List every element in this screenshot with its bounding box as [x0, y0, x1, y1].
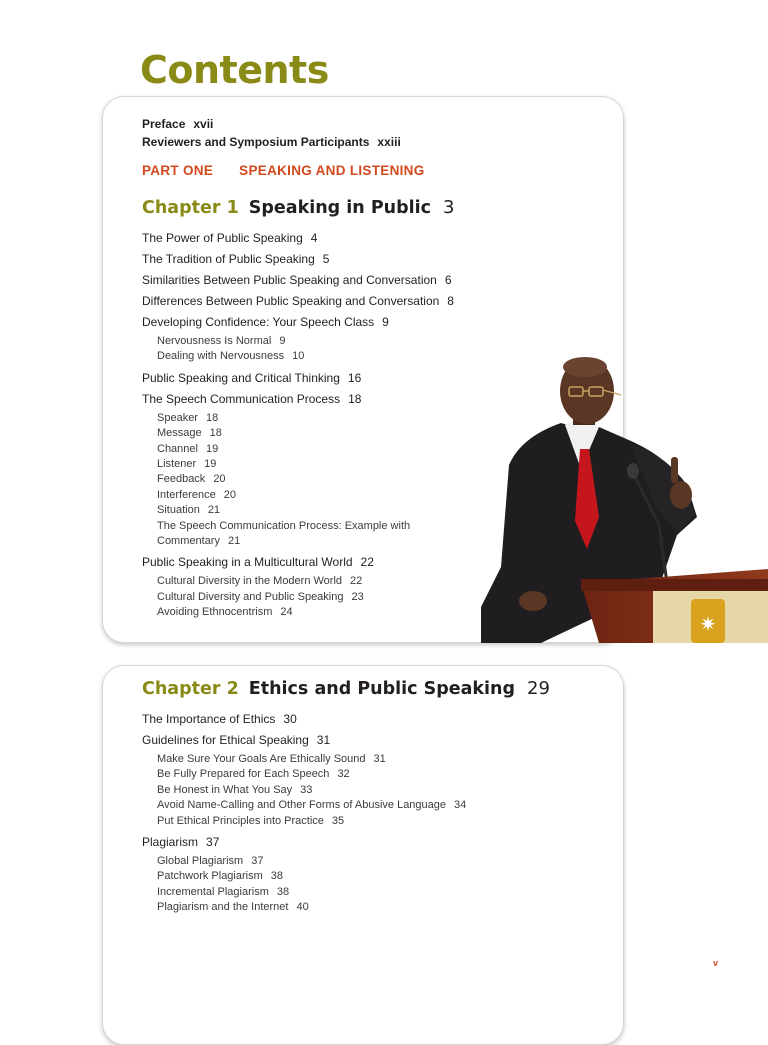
toc-section-title: Public Speaking in a Multicultural World — [142, 555, 353, 570]
toc-subsection-page: 34 — [454, 799, 467, 812]
toc-section-title: Similarities Between Public Speaking and Conversation — [142, 273, 437, 287]
toc-subsection — [142, 798, 502, 813]
toc-subsection-page: 24 — [280, 606, 293, 619]
toc-section — [142, 711, 502, 727]
toc-subsection — [142, 767, 502, 782]
front-matter-label: Preface — [142, 117, 186, 131]
toc-subsection-title: Speaker — [157, 411, 198, 424]
chapter-toc — [142, 711, 502, 921]
toc-subsection — [142, 349, 502, 364]
toc-subsection — [142, 590, 502, 605]
toc-subsection — [142, 814, 502, 829]
toc-subsection — [142, 472, 502, 487]
toc-subsection-page: 10 — [292, 350, 305, 363]
toc-section-title: The Tradition of Public Speaking — [142, 252, 315, 266]
chapter-label: Chapter 1 — [142, 198, 239, 218]
toc-subsection — [142, 783, 502, 798]
toc-subsection — [142, 574, 502, 589]
toc-subsection-page: 21 — [227, 535, 241, 548]
chapter-title: Speaking in Public — [248, 198, 432, 218]
toc-card-chapter-2 — [102, 665, 624, 1045]
toc-section — [142, 834, 502, 850]
toc-subsection-page: 20 — [213, 473, 226, 486]
toc-subsection — [142, 503, 502, 518]
toc-subsection-page: 22 — [350, 575, 363, 588]
part-label: PART ONE — [142, 163, 214, 178]
toc-subsection-page: 38 — [270, 870, 284, 883]
toc-subsection-page: 18 — [209, 427, 222, 440]
toc-subsection — [142, 534, 502, 549]
toc-subsection-title: Nervousness Is Normal — [157, 335, 272, 347]
toc-subsection-page: 33 — [300, 783, 313, 796]
toc-section-title: Public Speaking and Critical Thinking — [142, 370, 340, 385]
toc-subsection-title: Listener — [157, 458, 197, 471]
toc-subsection-page: 20 — [223, 488, 236, 501]
toc-section-title: Differences Between Public Speaking and Conversation — [142, 294, 440, 308]
toc-subsection-title: Channel — [157, 442, 198, 455]
toc-subsection-title: The Speech Communication Process: Example with — [157, 519, 411, 532]
toc-subsection — [142, 426, 502, 441]
toc-subsection — [142, 334, 502, 349]
toc-section-page: 16 — [347, 370, 362, 385]
toc-subsection-title: Put Ethical Principles into Practice — [157, 814, 324, 827]
chapter-heading — [142, 678, 550, 699]
toc-subsection — [142, 605, 502, 620]
toc-subsection-title: Dealing with Nervousness — [157, 350, 285, 363]
toc-section-page: 6 — [444, 273, 452, 287]
toc-subsection-title: Interference — [157, 488, 216, 501]
toc-section-page: 31 — [316, 733, 331, 747]
toc-subsection — [142, 869, 502, 884]
toc-section — [142, 314, 502, 330]
toc-section — [142, 230, 502, 246]
toc-subsection-title: Make Sure Your Goals Are Ethically Sound — [157, 753, 366, 765]
toc-section-page: 5 — [322, 252, 330, 266]
toc-section — [142, 272, 502, 288]
toc-subsection-title: Situation — [157, 504, 200, 517]
front-matter-list — [142, 115, 401, 151]
part-heading — [142, 163, 425, 178]
chapter-title: Ethics and Public Speaking — [248, 679, 516, 699]
chapter-label: Chapter 2 — [142, 679, 239, 699]
front-matter-label: Reviewers and Symposium Participants — [142, 135, 370, 149]
toc-section-page: 37 — [206, 835, 220, 850]
front-matter-item — [142, 115, 401, 133]
toc-section — [142, 554, 502, 570]
toc-subsection-title: Patchwork Plagiarism — [157, 870, 263, 883]
toc-subsection-page: 31 — [373, 753, 386, 765]
toc-section-title: Guidelines for Ethical Speaking — [142, 733, 309, 747]
svg-text:✷: ✷ — [699, 612, 717, 636]
toc-subsection-list — [142, 752, 502, 829]
toc-section-title: The Speech Communication Process — [142, 391, 341, 406]
toc-section — [142, 391, 502, 407]
toc-subsection-title: Avoiding Ethnocentrism — [157, 606, 273, 619]
toc-subsection-title: Commentary — [157, 535, 220, 548]
toc-subsection-page: 19 — [204, 458, 217, 471]
toc-subsection — [142, 411, 502, 426]
toc-subsection-page: 21 — [207, 504, 221, 517]
toc-subsection-page: 32 — [337, 768, 350, 781]
front-matter-page: xvii — [193, 117, 214, 131]
toc-subsection-page: 37 — [251, 855, 264, 868]
toc-subsection-title: Global Plagiarism — [157, 855, 244, 868]
toc-subsection-list — [142, 411, 502, 550]
toc-subsection-page: 9 — [279, 335, 286, 347]
part-title: SPEAKING AND LISTENING — [239, 163, 425, 178]
toc-subsection-list — [142, 854, 502, 916]
toc-subsection — [142, 885, 502, 900]
chapter-page: 29 — [527, 678, 550, 699]
toc-section — [142, 293, 502, 309]
toc-section-title: The Importance of Ethics — [142, 712, 276, 726]
toc-subsection-title: Be Honest in What You Say — [157, 783, 293, 796]
toc-subsection — [142, 752, 502, 767]
page-title: Contents — [140, 48, 329, 92]
toc-section — [142, 732, 502, 748]
toc-section-page: 22 — [360, 555, 374, 570]
toc-subsection-title: Message — [157, 427, 202, 440]
toc-subsection-title: Be Fully Prepared for Each Speech — [157, 768, 330, 781]
toc-subsection — [142, 519, 502, 534]
toc-subsection-page: 19 — [205, 442, 219, 455]
toc-subsection-list — [142, 574, 502, 620]
toc-subsection-title: Cultural Diversity in the Modern World — [157, 575, 343, 588]
toc-section-title: Developing Confidence: Your Speech Class — [142, 315, 375, 329]
toc-subsection-title: Plagiarism and the Internet — [157, 901, 289, 914]
toc-subsection-page: 35 — [331, 814, 345, 827]
toc-section-page: 18 — [348, 391, 362, 406]
toc-section — [142, 251, 502, 267]
toc-section-page: 8 — [447, 294, 454, 308]
toc-subsection-page: 40 — [296, 901, 309, 914]
chapter-page: 3 — [443, 197, 455, 218]
front-matter-page: xxiii — [377, 135, 401, 149]
chapter-heading — [142, 197, 455, 218]
toc-section-title: The Power of Public Speaking — [142, 231, 303, 245]
toc-section — [142, 370, 502, 386]
toc-subsection-title: Feedback — [157, 473, 206, 486]
toc-section-page: 9 — [382, 315, 389, 329]
speaker-photo — [481, 357, 768, 643]
front-matter-item — [142, 133, 401, 151]
toc-subsection — [142, 488, 502, 503]
toc-subsection — [142, 900, 502, 915]
chapter-toc — [142, 230, 502, 626]
toc-subsection-title: Incremental Plagiarism — [157, 885, 269, 898]
toc-subsection — [142, 442, 502, 457]
toc-subsection — [142, 457, 502, 472]
toc-subsection — [142, 854, 502, 869]
page-number: v — [713, 958, 719, 968]
toc-subsection-page: 18 — [205, 411, 219, 424]
toc-subsection-list — [142, 334, 502, 365]
toc-subsection-title: Avoid Name-Calling and Other Forms of Abusive Language — [157, 799, 447, 812]
toc-section-page: 4 — [310, 231, 318, 245]
toc-subsection-page: 38 — [276, 885, 290, 898]
toc-section-page: 30 — [283, 712, 297, 726]
toc-section-title: Plagiarism — [142, 835, 199, 850]
toc-subsection-page: 23 — [351, 590, 364, 603]
toc-subsection-title: Cultural Diversity and Public Speaking — [157, 590, 344, 603]
